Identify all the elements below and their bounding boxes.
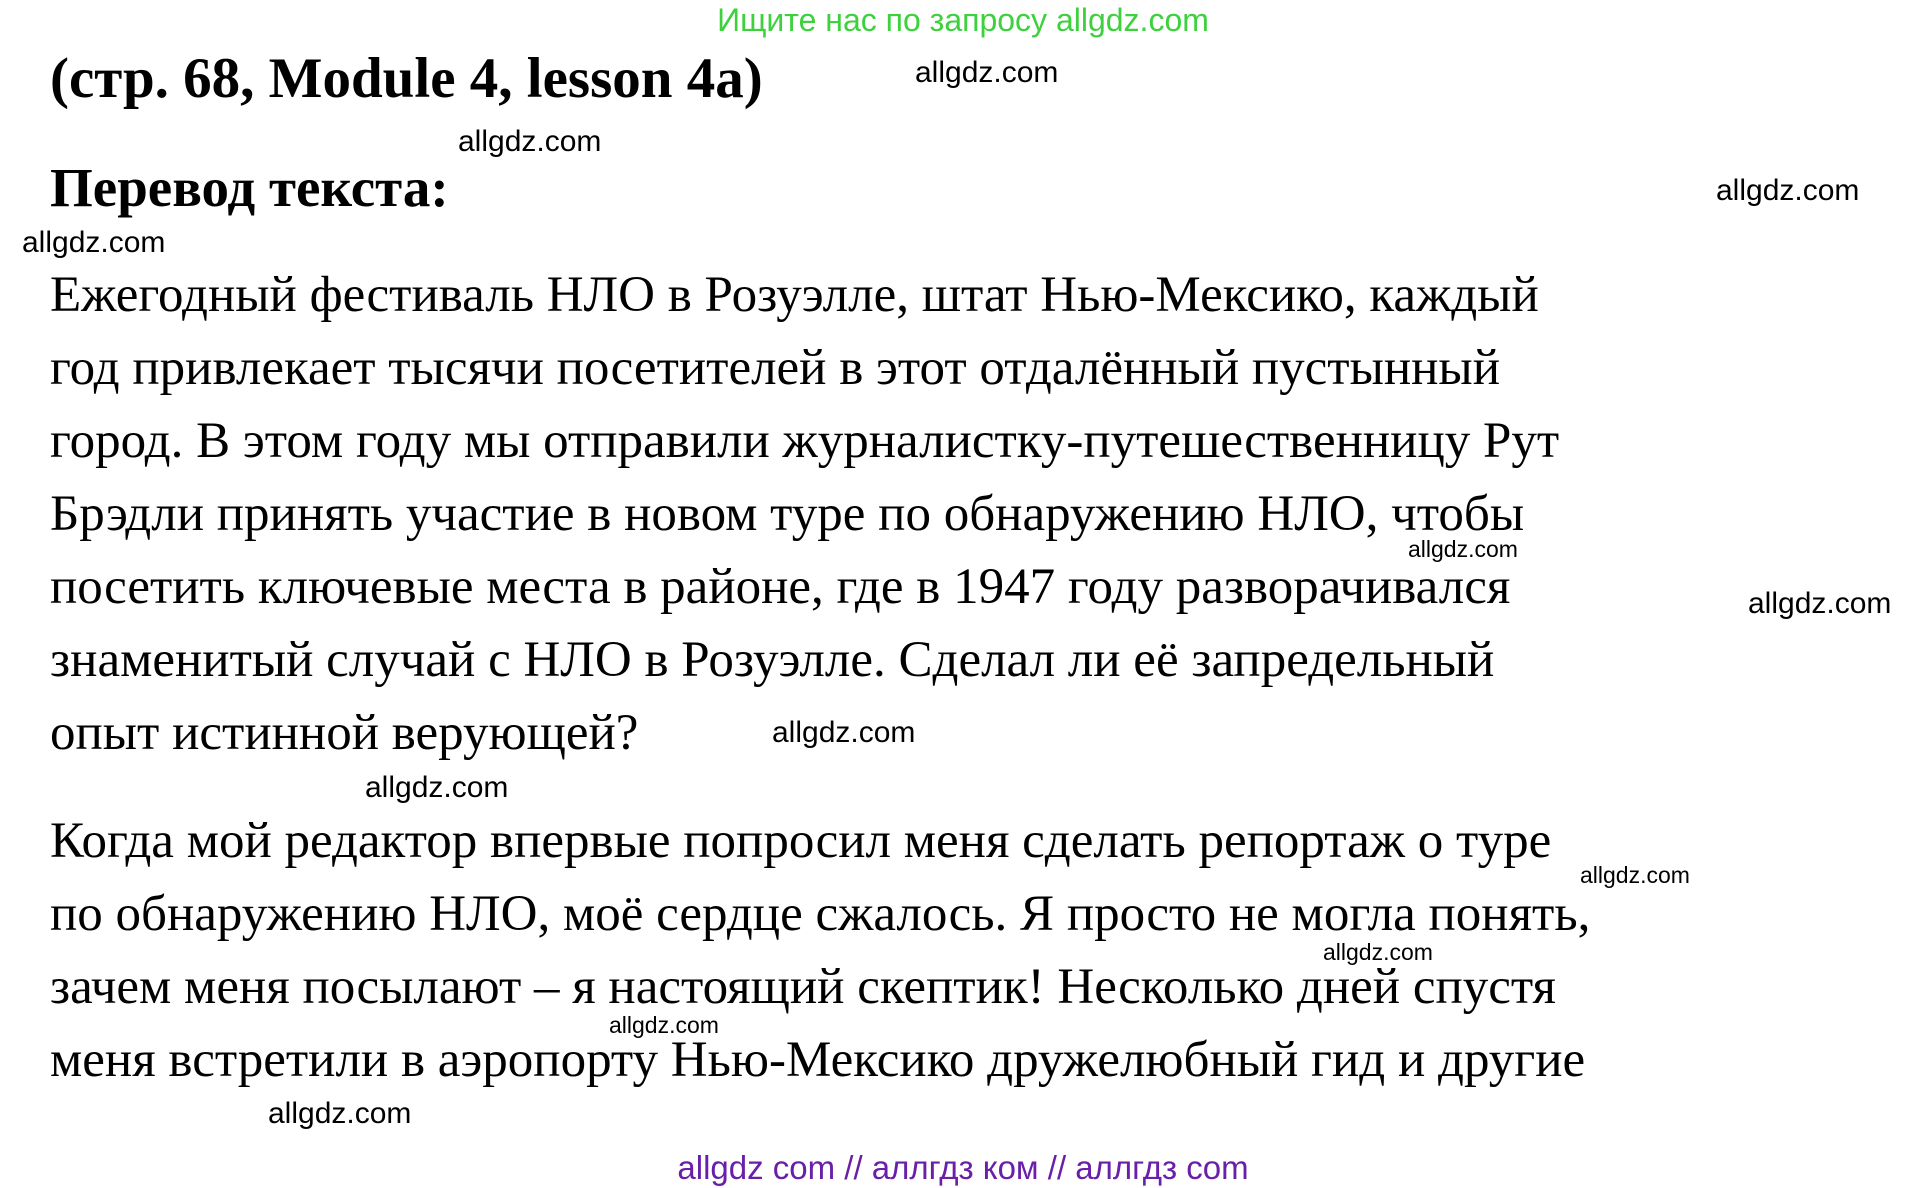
footer-site-links: allgdz com // аллгдз ком // аллгдз com	[677, 1149, 1249, 1186]
paragraph-line: год привлекает тысячи посетителей в этот отдалённый пустынный	[50, 340, 1500, 396]
watermark: allgdz.com	[1408, 536, 1518, 562]
paragraph-line: Когда мой редактор впервые попросил меня сделать репортаж о туре	[50, 813, 1552, 869]
paragraph-line: знаменитый случай с НЛО в Розуэлле. Сделал ли её запредельный	[50, 632, 1495, 688]
paragraph-line: по обнаружению НЛО, моё сердце сжалось. Я просто не могла понять,	[50, 886, 1591, 942]
top-search-banner: Ищите нас по запросу allgdz.com	[717, 2, 1209, 38]
page-heading: (стр. 68, Module 4, lesson 4a)	[50, 47, 763, 110]
watermark: allgdz.com	[915, 56, 1059, 89]
paragraph-line: опыт истинной верующей?	[50, 705, 639, 761]
watermark: allgdz.com	[268, 1097, 412, 1130]
watermark: allgdz.com	[458, 125, 602, 158]
translation-paragraph-1	[50, 259, 1559, 770]
watermark: allgdz.com	[609, 1012, 719, 1038]
watermark: allgdz.com	[1748, 587, 1892, 620]
paragraph-line: посетить ключевые места в районе, где в 1947 году разворачивался	[50, 559, 1511, 615]
watermark: allgdz.com	[22, 226, 166, 259]
section-heading: Перевод текста:	[50, 157, 449, 218]
watermark: allgdz.com	[1716, 174, 1860, 207]
watermark: allgdz.com	[1323, 939, 1433, 965]
paragraph-line: Ежегодный фестиваль НЛО в Розуэлле, штат Нью-Мексико, каждый	[50, 267, 1539, 323]
watermark: allgdz.com	[365, 771, 509, 804]
watermark: allgdz.com	[772, 716, 916, 749]
paragraph-line: Брэдли принять участие в новом туре по обнаружению НЛО, чтобы	[50, 486, 1525, 542]
paragraph-line: меня встретили в аэропорту Нью-Мексико дружелюбный гид и другие	[50, 1032, 1586, 1088]
paragraph-line: город. В этом году мы отправили журналистку-путешественницу Рут	[50, 413, 1560, 469]
paragraph-line: зачем меня посылают – я настоящий скептик! Несколько дней спустя	[50, 959, 1556, 1015]
watermark: allgdz.com	[1580, 862, 1690, 888]
